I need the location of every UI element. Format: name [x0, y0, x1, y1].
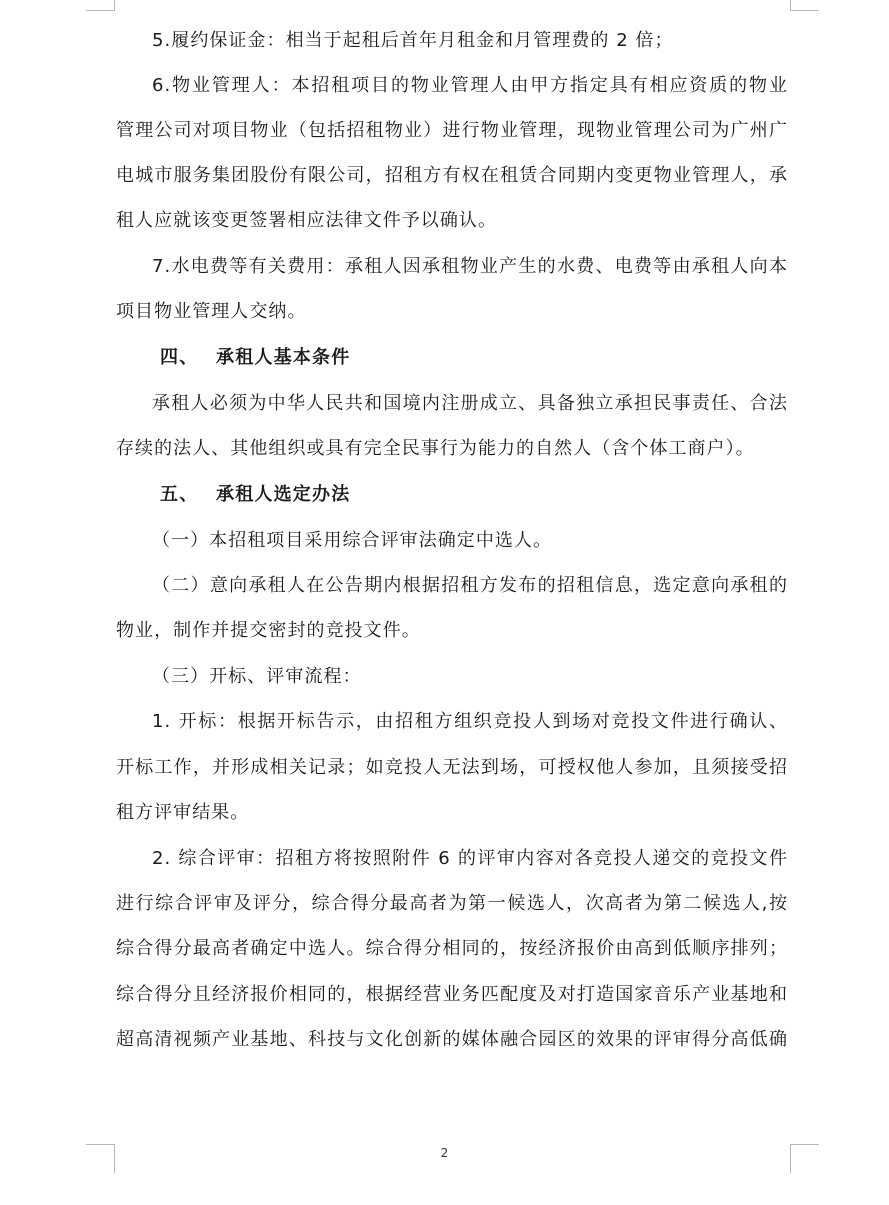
paragraph-line: 进行综合评审及评分，综合得分最高者为第一候选人，次高者为第二候选人,按	[116, 893, 788, 914]
paragraph-line: 承租人必须为中华人民共和国境内注册成立、具备独立承担民事责任、合法	[152, 393, 788, 414]
paragraph-line: 超高清视频产业基地、科技与文化创新的媒体融合园区的效果的评审得分高低确	[116, 1029, 788, 1050]
paragraph-line: 项目物业管理人交纳。	[116, 301, 307, 322]
paragraph-line: 开标工作，并形成相关记录；如竞投人无法到场，可授权他人参加，且须接受招	[116, 757, 788, 778]
section-heading-title: 承租人选定办法	[216, 484, 351, 505]
paragraph-line: （二）意向承租人在公告期内根据招租方发布的招租信息，选定意向承租的	[152, 575, 788, 596]
paragraph-line: 综合得分且经济报价相同的，根据经营业务匹配度及对打造国家音乐产业基地和	[116, 984, 788, 1005]
section-heading	[160, 483, 832, 507]
crop-mark-top-left	[86, 0, 115, 11]
paragraph-line: 存续的法人、其他组织或具有完全民事行为能力的自然人（含个体工商户）。	[116, 438, 755, 459]
paragraph-line: 综合得分最高者确定中选人。综合得分相同的，按经济报价由高到低顺序排列；	[116, 938, 788, 959]
section-heading	[160, 346, 832, 370]
paragraph-line: 6.物业管理人：本招租项目的物业管理人由甲方指定具有相应资质的物业	[152, 75, 788, 96]
paragraph-line: 管理公司对项目物业（包括招租物业）进行物业管理，现物业管理公司为广州广	[116, 120, 788, 141]
paragraph-line: 租人应就该变更签署相应法律文件予以确认。	[116, 210, 497, 231]
paragraph-line: 租方评审结果。	[116, 802, 250, 823]
paragraph-line: 7.水电费等有关费用：承租人因承租物业产生的水费、电费等由承租人向本	[152, 256, 788, 277]
section-heading-number: 四、	[160, 347, 199, 368]
paragraph-line: 1. 开标：根据开标告示，由招租方组织竞投人到场对竞投文件进行确认、	[152, 711, 788, 732]
page-number: 2	[440, 1146, 449, 1160]
section-heading-title: 承租人基本条件	[216, 347, 351, 368]
paragraph-line: （三）开标、评审流程：	[152, 666, 362, 687]
section-heading-number: 五、	[160, 484, 199, 505]
paragraph-line: 物业，制作并提交密封的竞投文件。	[116, 620, 421, 641]
paragraph-line: 5.履约保证金：相当于起租后首年月租金和月管理费的 2 倍；	[152, 30, 674, 51]
crop-mark-top-right	[790, 0, 819, 11]
paragraph-line: 2. 综合评审：招租方将按照附件 6 的评审内容对各竞投人递交的竞投文件	[152, 848, 788, 869]
paragraph-line: （一）本招租项目采用综合评审法确定中选人。	[152, 530, 553, 551]
paragraph-line: 电城市服务集团股份有限公司，招租方有权在租赁合同期内变更物业管理人，承	[116, 165, 788, 186]
